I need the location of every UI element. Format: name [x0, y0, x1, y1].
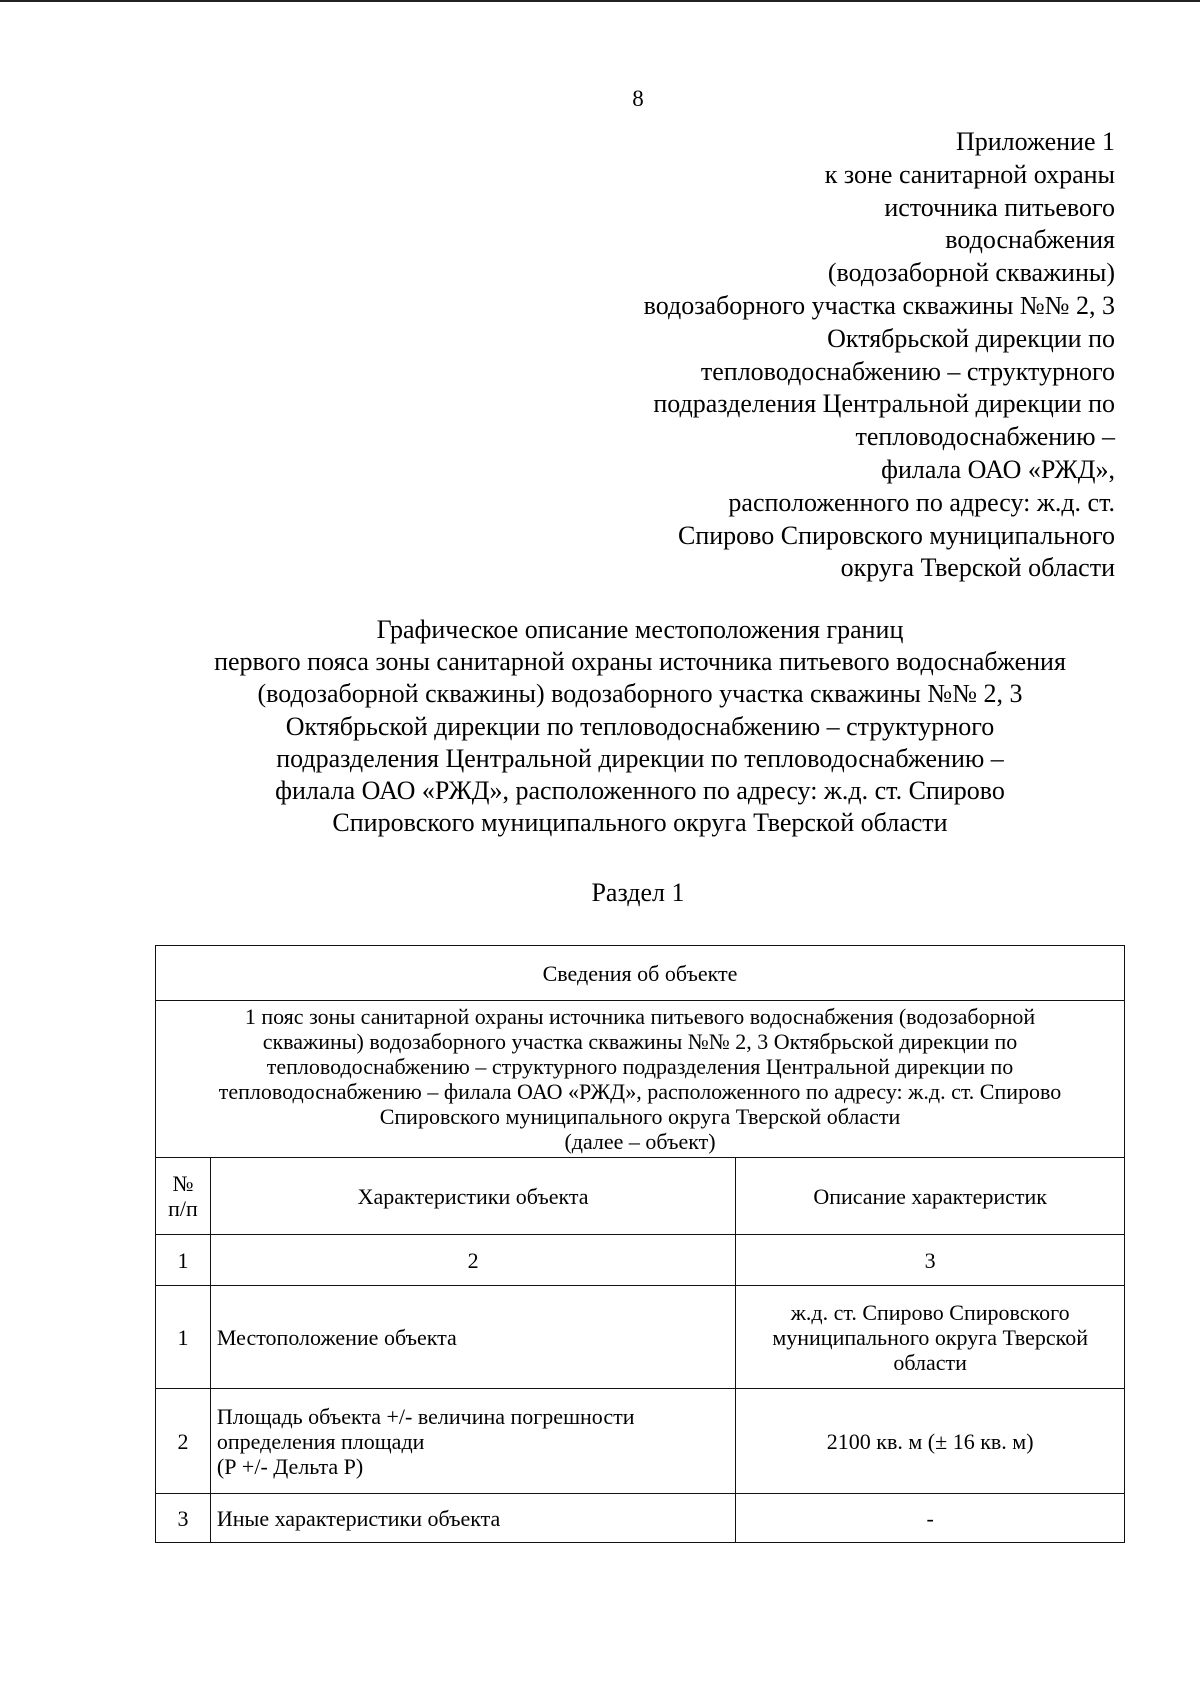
object-description-line: (далее – объект)	[564, 1129, 716, 1154]
object-description-line: скважины) водозаборного участка скважины №№ 2, 3 Октябрьской дирекции по	[262, 1029, 1018, 1054]
row-description	[736, 1389, 1125, 1494]
row-characteristic-line: (Р +/- Дельта Р)	[216, 1453, 364, 1479]
object-description-line: тепловодоснабжению – филала ОАО «РЖД», расположенного по адресу: ж.д. ст. Спирово	[218, 1079, 1062, 1104]
appendix-line: тепловодоснабжению –	[855, 422, 1115, 452]
title-line: Октябрьской дирекции по тепловодоснабжению – структурного	[285, 711, 995, 741]
row-number: 2	[156, 1389, 211, 1494]
appendix-line: Спирово Спировского муниципального	[678, 520, 1115, 550]
column-header-characteristic: Характеристики объекта	[210, 1158, 735, 1235]
row-description-line: области	[893, 1349, 967, 1375]
object-description-line: 1 пояс зоны санитарной охраны источника питьевого водоснабжения (водозаборной	[244, 1004, 1036, 1029]
object-description	[156, 1001, 1125, 1158]
row-description	[736, 1286, 1125, 1389]
column-header-number-line: №	[172, 1171, 194, 1196]
object-description-line: тепловодоснабжению – структурного подразделения Центральной дирекции по	[266, 1054, 1014, 1079]
title-line: Графическое описание местоположения границ	[376, 615, 904, 644]
table-row	[156, 1494, 1125, 1543]
row-characteristic	[210, 1494, 735, 1543]
row-description-line: муниципального округа Тверской	[772, 1324, 1088, 1350]
row-description	[736, 1494, 1125, 1543]
appendix-line: филала ОАО «РЖД»,	[881, 454, 1115, 484]
row-number: 1	[156, 1286, 211, 1389]
column-header-description: Описание характеристик	[736, 1158, 1125, 1235]
appendix-line: подразделения Центральной дирекции по	[653, 389, 1115, 419]
appendix-line: источника питьевого	[884, 192, 1115, 222]
table-row	[156, 1286, 1125, 1389]
appendix-line: к зоне санитарной охраны	[824, 159, 1115, 189]
table-heading: Сведения об объекте	[156, 946, 1125, 1001]
appendix-line: водоснабжения	[945, 225, 1115, 255]
table-heading-row	[156, 946, 1125, 1001]
column-header-row	[156, 1158, 1125, 1235]
title-line: филала ОАО «РЖД», расположенного по адресу: ж.д. ст. Спирово	[275, 776, 1005, 806]
object-description-row	[156, 1001, 1125, 1158]
column-header-number	[156, 1158, 211, 1235]
title-line: подразделения Центральной дирекции по тепловодоснабжению –	[276, 743, 1004, 773]
appendix-header	[415, 126, 1115, 585]
row-characteristic-line: Площадь объекта +/- величина погрешности	[216, 1403, 635, 1429]
appendix-line: Приложение 1	[955, 127, 1115, 156]
column-header-number-line: п/п	[168, 1196, 198, 1221]
appendix-line: Октябрьской дирекции по	[827, 323, 1115, 353]
column-number-row	[156, 1235, 1125, 1286]
title-line: первого пояса зоны санитарной охраны источника питьевого водоснабжения	[214, 647, 1066, 677]
object-description-line: Спировского муниципального округа Тверской области	[379, 1104, 901, 1129]
row-description-line: 2100 кв. м (± 16 кв. м)	[826, 1428, 1034, 1454]
row-description-line: ж.д. ст. Спирово Спировского	[790, 1299, 1070, 1325]
page-number: 8	[632, 86, 644, 111]
row-number: 3	[156, 1494, 211, 1543]
scan-top-border	[0, 0, 1200, 2]
row-characteristic-line: Иные характеристики объекта	[216, 1505, 501, 1531]
row-description-line: -	[926, 1505, 934, 1531]
title-line: (водозаборной скважины) водозаборного участка скважины №№ 2, 3	[257, 679, 1023, 709]
appendix-line: расположенного по адресу: ж.д. ст.	[728, 487, 1115, 517]
column-number: 1	[156, 1235, 211, 1286]
row-characteristic-line: Местоположение объекта	[216, 1324, 457, 1350]
column-number: 3	[736, 1235, 1125, 1286]
title-line: Спировского муниципального округа Тверской области	[332, 808, 948, 838]
object-info-table	[155, 945, 1125, 1543]
row-characteristic	[210, 1389, 735, 1494]
document-title	[130, 614, 1150, 839]
table-row	[156, 1389, 1125, 1494]
appendix-line: тепловодоснабжению – структурного	[700, 356, 1115, 386]
appendix-line: (водозаборной скважины)	[827, 258, 1115, 288]
appendix-line: водозаборного участка скважины №№ 2, 3	[643, 290, 1115, 320]
column-number: 2	[210, 1235, 735, 1286]
section-title: Раздел 1	[591, 878, 685, 907]
row-characteristic	[210, 1286, 735, 1389]
appendix-line: округа Тверской области	[840, 553, 1115, 583]
row-characteristic-line: определения площади	[216, 1428, 425, 1454]
